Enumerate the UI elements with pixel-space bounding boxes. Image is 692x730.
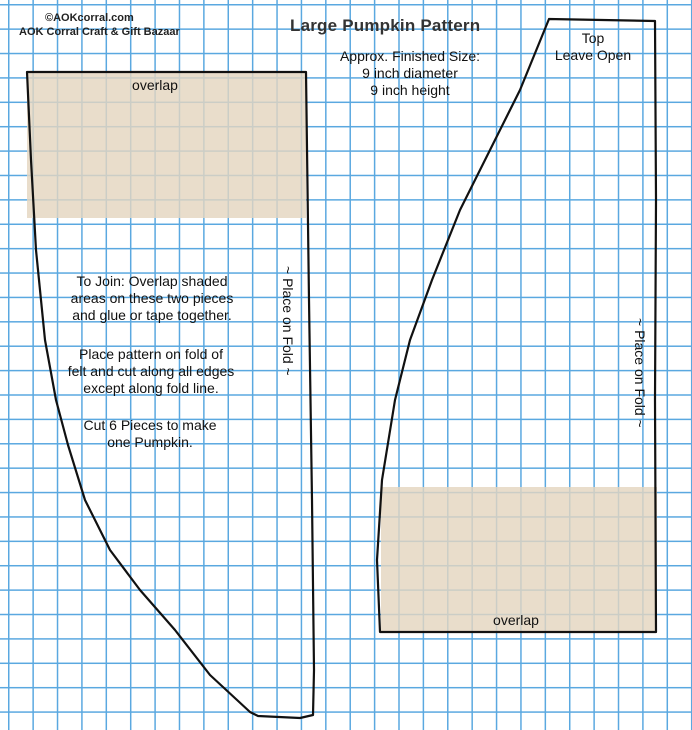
right-overlap-label: overlap [493,612,539,628]
right-fold-label: ~ Place on Fold ~ [632,318,648,428]
top-label: Top [581,30,605,46]
join-instructions [52,273,252,324]
leave-open-label: Leave Open [554,47,632,63]
cut-line-1: Cut 6 Pieces to make [83,417,217,433]
left-overlap-label: overlap [132,77,178,93]
size-heading: Approx. Finished Size: [339,48,481,64]
page-title: Large Pumpkin Pattern [290,16,481,35]
finished-size-info [320,48,500,99]
company-name: AOK Corral Craft & Gift Bazaar [19,26,180,38]
place-line-3: except along fold line. [83,380,219,396]
join-line-2: areas on these two pieces [70,290,234,306]
copyright-text: ©AOKcorral.com [45,12,134,24]
placement-instructions [46,346,256,397]
size-height: 9 inch height [370,82,450,98]
place-line-1: Place pattern on fold of [79,346,223,362]
left-fold-label: ~ Place on Fold ~ [280,266,296,376]
right-piece-outline [377,19,656,632]
join-line-3: and glue or tape together. [72,307,232,323]
join-line-1: To Join: Overlap shaded [76,273,228,289]
place-line-2: felt and cut along all edges [67,363,235,379]
size-diameter: 9 inch diameter [362,65,458,81]
right-top-labels [543,30,643,64]
cut-instructions [50,417,250,451]
cut-line-2: one Pumpkin. [107,434,193,450]
